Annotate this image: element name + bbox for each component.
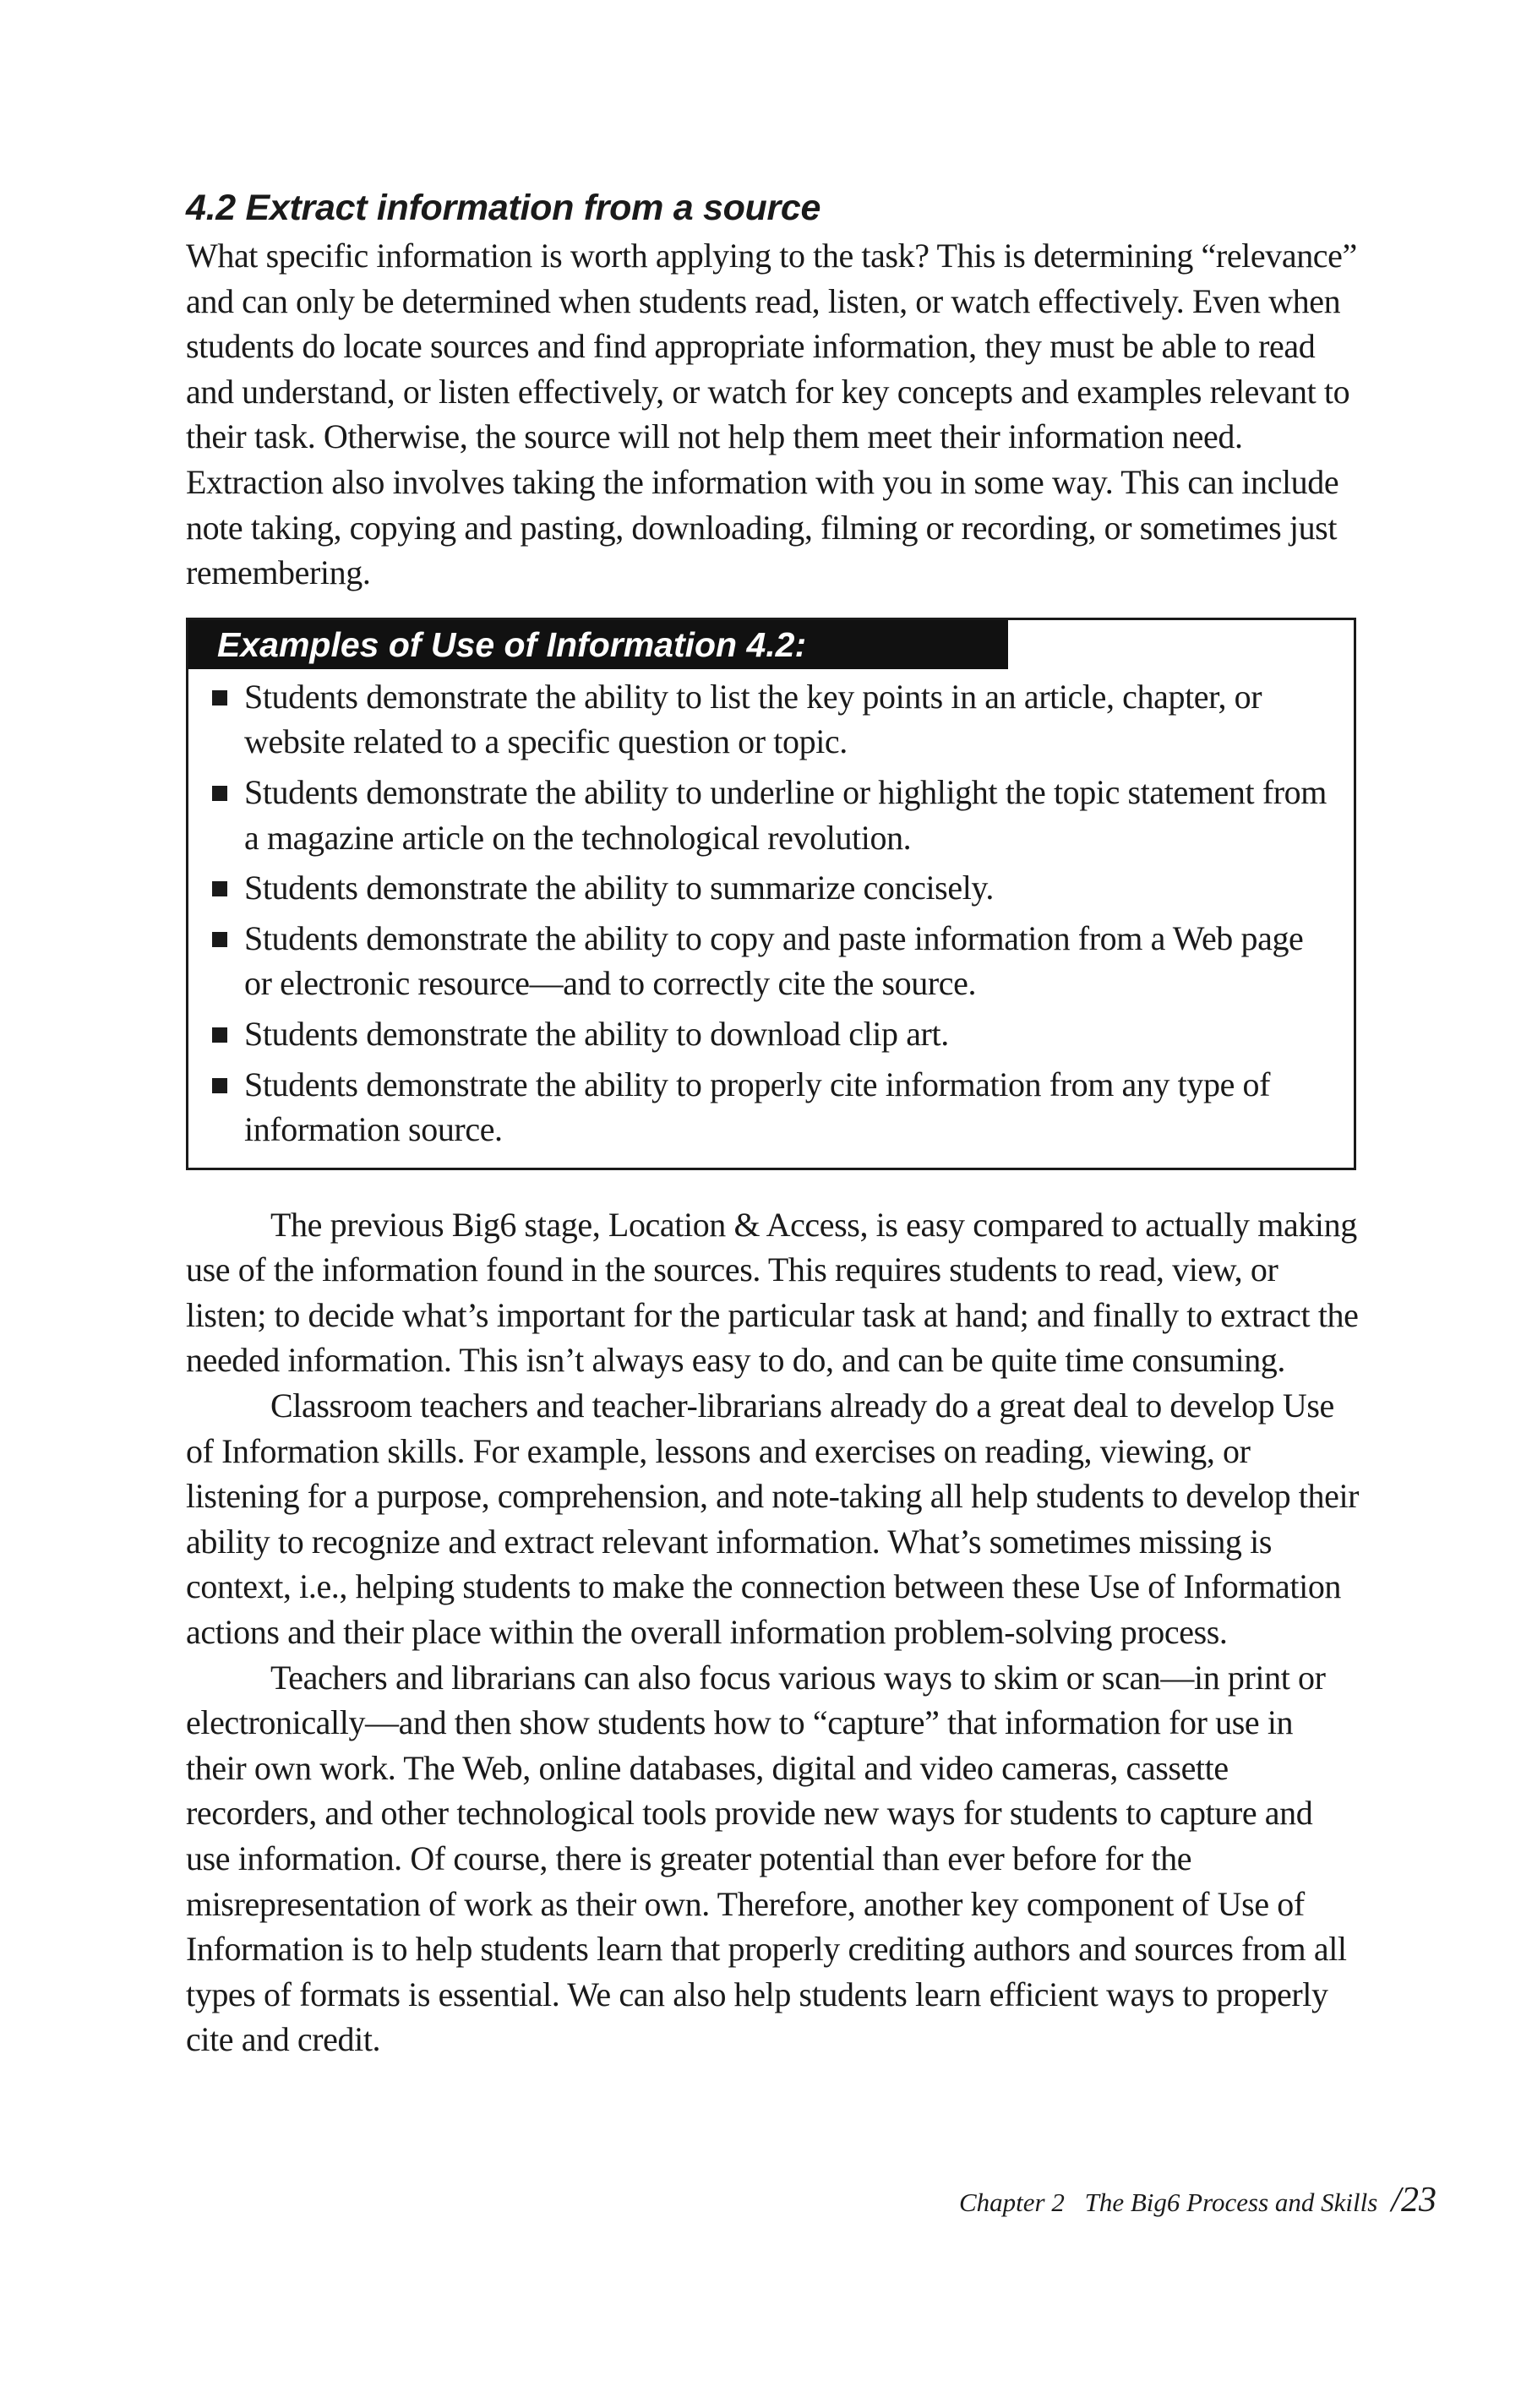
square-bullet-icon bbox=[212, 1078, 227, 1093]
examples-box-title: Examples of Use of Information 4.2: bbox=[188, 620, 1008, 669]
square-bullet-icon bbox=[212, 1027, 227, 1043]
examples-list bbox=[209, 674, 1337, 1152]
page-content bbox=[186, 184, 1360, 2062]
square-bullet-icon bbox=[212, 690, 227, 706]
list-item-text: Students demonstrate the ability to copy and paste information from a Web page or electronic resource—and to correctly cite the source. bbox=[244, 918, 1304, 1003]
footer-title: The Big6 Process and Skills bbox=[1084, 2187, 1378, 2217]
square-bullet-icon bbox=[212, 932, 227, 947]
square-bullet-icon bbox=[212, 881, 227, 896]
list-item-text: Students demonstrate the ability to summarize concisely. bbox=[244, 869, 995, 907]
list-item bbox=[209, 1011, 1337, 1057]
page-footer bbox=[959, 2182, 1436, 2221]
list-item bbox=[209, 1062, 1337, 1152]
list-item bbox=[209, 770, 1337, 860]
list-item-text: Students demonstrate the ability to list the key points in an article, chapter, or website related to a specific question or topic. bbox=[244, 677, 1262, 761]
body-paragraph: The previous Big6 stage, Location & Access, is easy compared to actually making use of the information found in the sources. This requires students to read, view, or listen; to decide what’s important for the particular task at hand; and finally to extract the needed information. This isn’t always easy to do, and can be quite time consuming. bbox=[186, 1205, 1359, 1380]
list-item-text: Students demonstrate the ability to properly cite information from any type of information source. bbox=[244, 1065, 1271, 1149]
list-item bbox=[209, 916, 1337, 1006]
square-bullet-icon bbox=[212, 786, 227, 801]
list-item bbox=[209, 865, 1337, 911]
body-paragraph: Teachers and librarians can also focus various ways to skim or scan—in print or electronically—and then show students how to “capture” that information for use in their own work. The Web, online databases, digital and video cameras, cassette recorders, and other technological tools provide new ways for students to capture and use information. Of course, there is greater potential than ever before for the misrepresentation of work as their own. Therefore, another key component of Use of Information is to help students learn that properly crediting authors and sources from all types of formats is essential. We can also help students learn efficient ways to properly cite and credit. bbox=[186, 1658, 1347, 2059]
examples-box bbox=[186, 618, 1356, 1170]
page-number: /23 bbox=[1391, 2181, 1436, 2220]
list-item-text: Students demonstrate the ability to download clip art. bbox=[244, 1014, 949, 1053]
footer-chapter: Chapter 2 bbox=[958, 2187, 1065, 2217]
list-item-text: Students demonstrate the ability to underline or highlight the topic statement from a magazine article on the technological revolution. bbox=[244, 772, 1327, 857]
body-paragraph: Classroom teachers and teacher-librarians already do a great deal to develop Use of Information skills. For example, lessons and exercises on reading, viewing, or listening for a purpose, comprehension, and note-taking all help students to develop their ability to recognize and extract relevant information. What’s sometimes missing is context, i.e., helping students to make the connection between these Use of Information actions and their place within the overall information problem-solving process. bbox=[186, 1387, 1360, 1652]
list-item bbox=[209, 674, 1337, 765]
intro-paragraph: What specific information is worth applying to the task? This is determining “relevance” and can only be determined when students read, listen, or watch effectively. Even when students do locate sources and find appropriate information, they must be able to read and understand, or listen effectively, or watch for key concepts and examples relevant to their task. Otherwise, the source will not help them meet their information need. Extraction also involves taking the information with you in some way. This can include note taking, copying and pasting, downloading, filming or recording, or sometimes just remembering. bbox=[186, 237, 1357, 592]
section-heading: 4.2 Extract information from a source bbox=[186, 188, 821, 228]
